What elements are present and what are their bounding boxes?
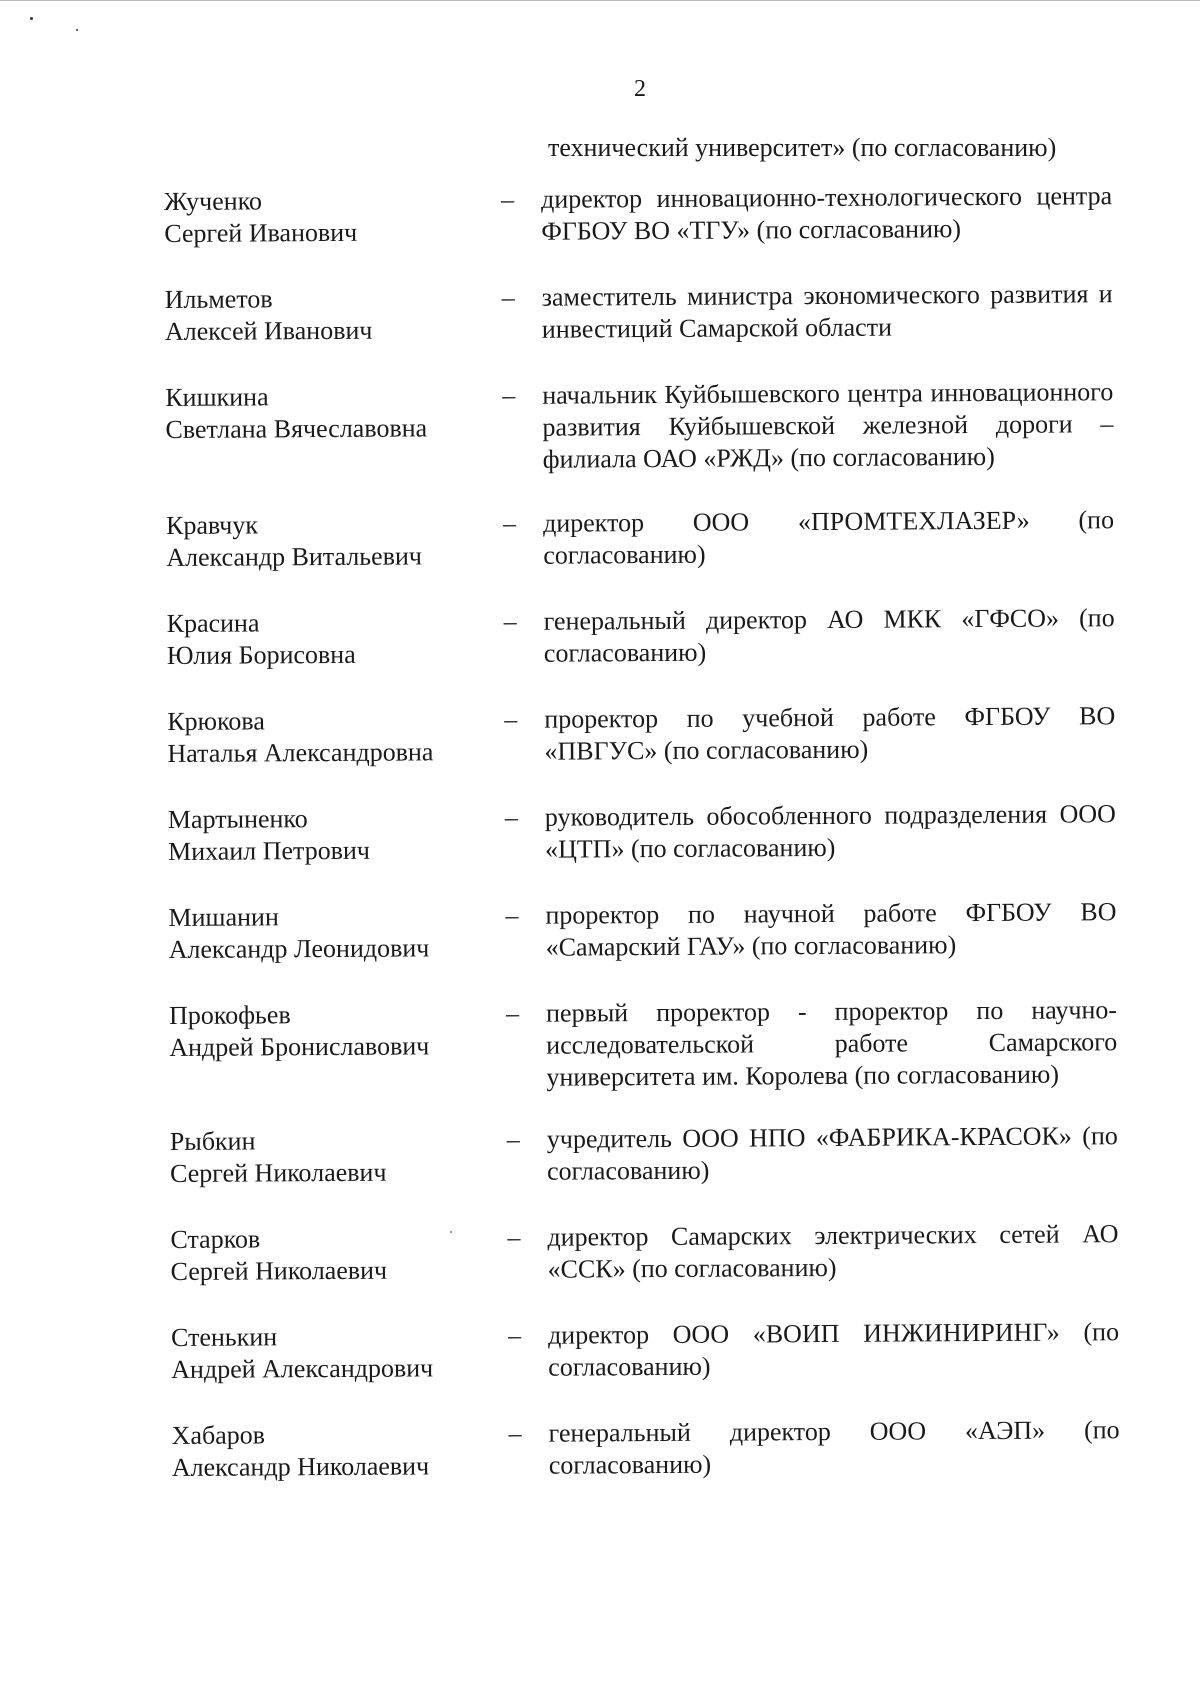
member-list <box>164 180 1122 1484</box>
member-entry <box>167 602 1117 672</box>
member-name <box>171 1320 508 1386</box>
member-name <box>166 508 503 574</box>
dash-separator: – <box>507 1222 521 1252</box>
member-name <box>170 1222 507 1288</box>
member-name <box>169 998 506 1064</box>
continuation-text: технический университет» (по согласованию) <box>548 133 1057 162</box>
member-role: директор инновационно-технологического центра ФГБОУ ВО «ТГУ» (по согласованию) <box>540 181 1113 246</box>
member-role: директор ООО «ПРОМТЕХЛАЗЕР» (по согласованию) <box>542 505 1115 570</box>
member-surname: Рыбкин <box>169 1126 256 1156</box>
member-role: проректор по учебной работе ФГБОУ ВО «ПВГУС» (по согласованию) <box>544 701 1116 766</box>
dash-separator: – <box>505 900 519 930</box>
member-entry <box>165 278 1115 348</box>
member-given-name: Сергей Николаевич <box>170 1255 388 1286</box>
member-surname: Красина <box>166 608 260 638</box>
member-name <box>168 802 505 868</box>
member-given-name: Алексей Иванович <box>164 315 373 346</box>
dash-separator: – <box>501 282 515 312</box>
member-given-name: Александр Николаевич <box>171 1451 430 1482</box>
dash-separator: – <box>505 998 520 1028</box>
member-role: заместитель министра экономического развития и инвестиций Самарской области <box>541 279 1113 344</box>
member-surname: Ильметов <box>164 284 273 314</box>
member-surname: Прокофьев <box>168 1000 291 1030</box>
dash-separator: – <box>504 802 518 832</box>
member-given-name: Андрей Брониславович <box>169 1031 430 1062</box>
member-surname: Кишкина <box>165 382 269 412</box>
dash-separator: – <box>504 704 518 734</box>
member-given-name: Сергей Иванович <box>164 217 358 248</box>
member-name <box>168 900 505 966</box>
member-name <box>165 282 502 348</box>
dash-separator: – <box>507 1320 522 1350</box>
member-surname: Жученко <box>164 186 263 216</box>
dash-separator: – <box>502 508 517 538</box>
member-role: начальник Куйбышевского центра инновационного развития Куйбышевской железной дороги – филиала ОАО «РЖД» (по согласованию) <box>542 377 1114 474</box>
member-role: генеральный директор ООО «АЭП» (по согласованию) <box>548 1415 1120 1480</box>
member-name <box>170 1124 507 1190</box>
scan-speck <box>76 29 78 31</box>
member-role: директор ООО «ВОИП ИНЖИНИРИНГ» (по согласованию) <box>547 1317 1120 1382</box>
member-entry <box>170 1218 1120 1288</box>
member-given-name: Александр Леонидович <box>168 933 430 964</box>
scan-edge-line <box>0 0 1200 1</box>
member-surname: Кравчук <box>165 510 259 540</box>
member-entry <box>166 504 1116 574</box>
member-entry <box>165 376 1116 478</box>
member-role: проректор по научной работе ФГБОУ ВО «Самарский ГАУ» (по согласованию) <box>545 897 1117 962</box>
member-role: директор Самарских электрических сетей АО «ССК» (по согласованию) <box>547 1219 1119 1284</box>
member-entry <box>168 798 1118 868</box>
member-given-name: Андрей Александрович <box>171 1353 434 1384</box>
page-number: 2 <box>634 76 646 102</box>
member-surname: Мишанин <box>168 902 279 932</box>
member-given-name: Сергей Николаевич <box>169 1157 387 1188</box>
dash-separator: – <box>506 1124 520 1154</box>
member-name <box>167 704 504 770</box>
member-name <box>165 380 502 446</box>
dash-separator: – <box>503 606 517 636</box>
member-role: руководитель обособленного подразделения ООО «ЦТП» (по согласованию) <box>544 799 1116 864</box>
member-given-name: Михаил Петрович <box>167 835 371 866</box>
member-surname: Хабаров <box>171 1420 266 1450</box>
member-name <box>167 606 504 672</box>
member-entry <box>169 994 1120 1096</box>
member-role: генеральный директор АО МКК «ГФСО» (по согласованию) <box>543 603 1115 668</box>
member-surname: Старков <box>170 1224 261 1254</box>
member-surname: Стенькин <box>170 1322 278 1352</box>
member-role: учредитель ООО НПО «ФАБРИКА-КРАСОК» (по согласованию) <box>546 1121 1118 1186</box>
member-entry <box>168 896 1118 966</box>
member-entry <box>170 1120 1120 1190</box>
member-surname: Мартыненко <box>167 804 308 834</box>
scan-speck <box>30 17 33 20</box>
member-given-name: Юлия Борисовна <box>166 639 356 670</box>
member-entry <box>167 700 1117 770</box>
member-surname: Крюкова <box>167 706 265 736</box>
dash-separator: – <box>508 1418 522 1448</box>
member-given-name: Александр Витальевич <box>166 541 423 572</box>
member-entry <box>172 1414 1122 1484</box>
member-given-name: Наталья Александровна <box>167 737 434 768</box>
member-given-name: Светлана Вячеславовна <box>165 413 428 444</box>
member-role: первый проректор - проректор по научно-исследовательской работе Самарского университета им. Королева (по согласованию) <box>545 995 1118 1092</box>
dash-separator: – <box>502 380 516 410</box>
member-name <box>172 1418 509 1484</box>
member-name <box>164 184 501 250</box>
member-entry <box>164 180 1114 250</box>
member-entry <box>171 1316 1121 1386</box>
dash-separator: – <box>500 184 515 214</box>
